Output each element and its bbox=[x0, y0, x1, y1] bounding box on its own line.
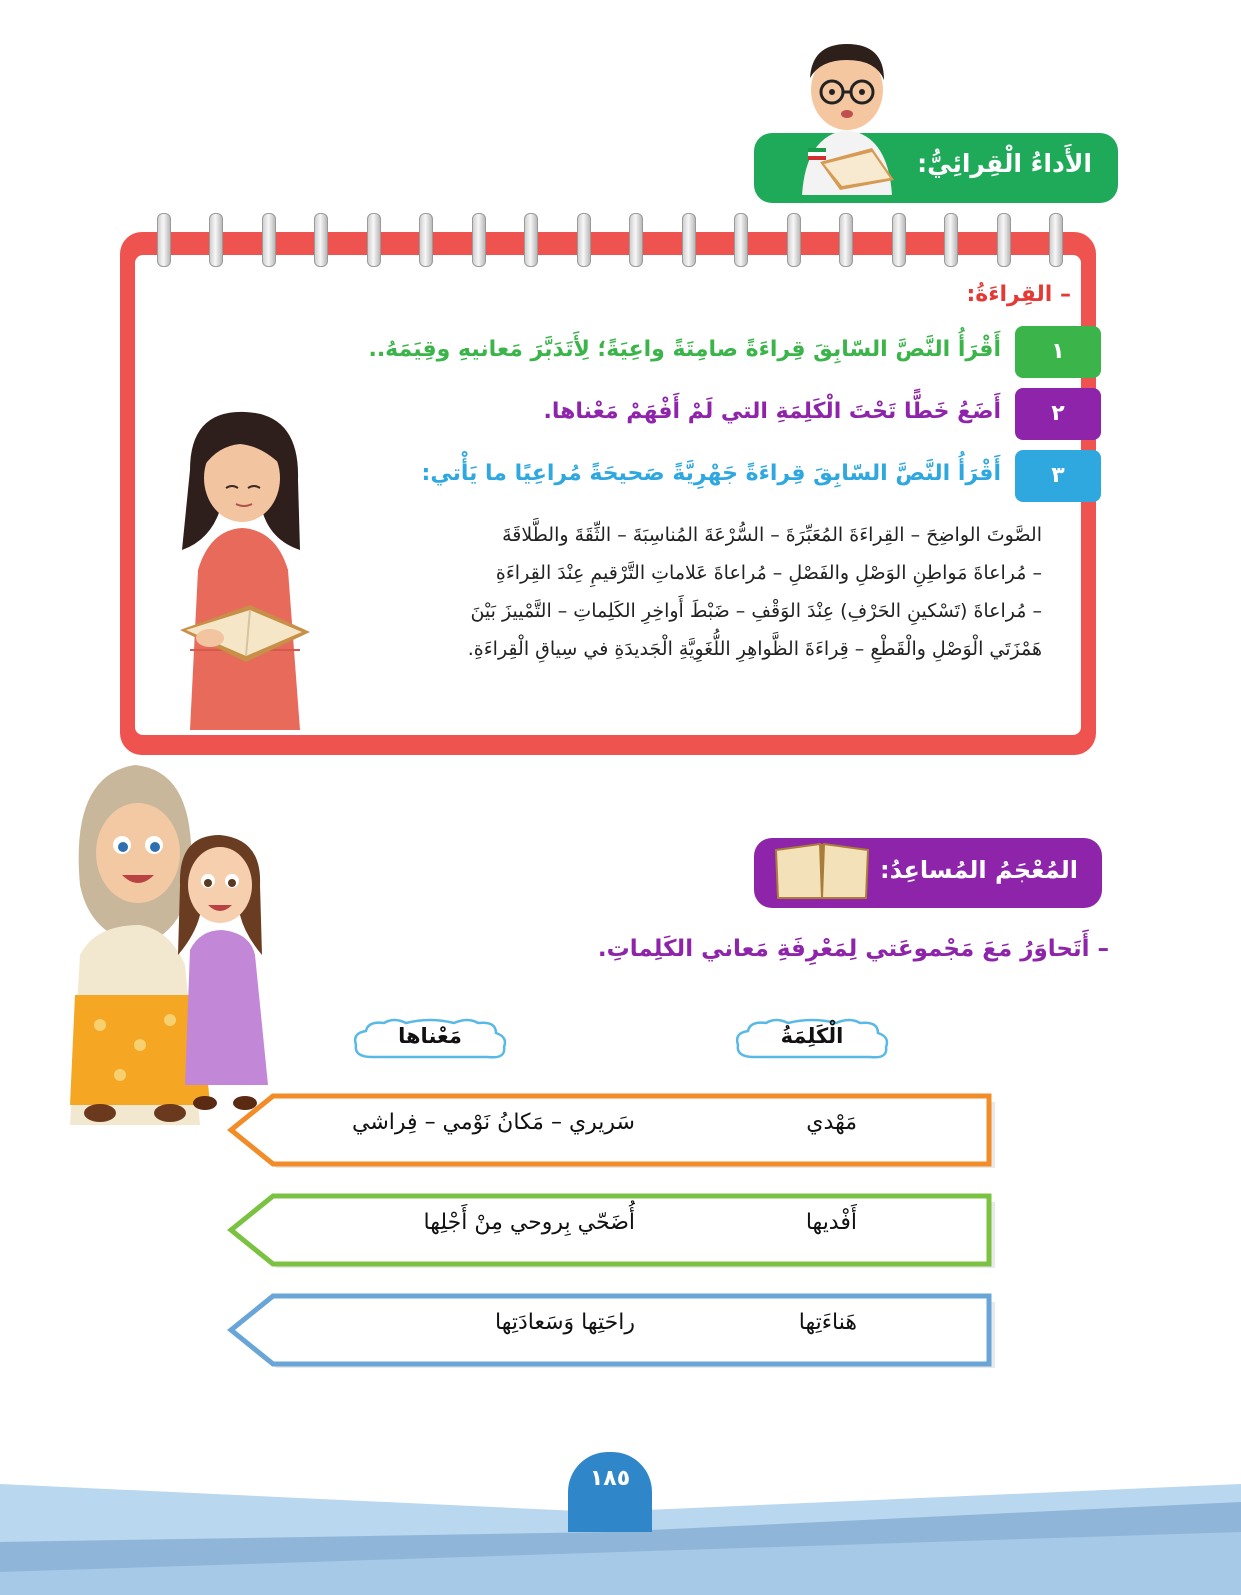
vocab-row bbox=[225, 1192, 995, 1268]
spiral-ring bbox=[472, 213, 486, 267]
section-title: الأَداءُ الْقِرائِيُّ: bbox=[917, 149, 1092, 178]
column-header-word: الْكَلِمَةُ bbox=[780, 1024, 844, 1048]
spiral-ring bbox=[577, 213, 591, 267]
page-number: ١٨٥ bbox=[589, 1466, 631, 1491]
spiral-ring bbox=[682, 213, 696, 267]
spiral-ring bbox=[629, 213, 643, 267]
spiral-ring bbox=[944, 213, 958, 267]
spiral-ring bbox=[892, 213, 906, 267]
spiral-ring bbox=[524, 213, 538, 267]
reading-subtitle: – القِراءَةُ: bbox=[966, 282, 1071, 307]
girl-reading-illustration bbox=[150, 400, 330, 730]
criteria-line: هَمْزَتَي الْوَصْلِ والْقَطْعِ – قِراءَةَ الظَّواهِرِ اللُّغَوِيَّةِ الْجَديدَةِ في سِياقِ الْقِراءَةِ. bbox=[467, 638, 1042, 660]
vocab-meaning: أُضَحّي بِروحي مِنْ أَجْلِها bbox=[423, 1210, 635, 1235]
step-number-badge: ٢ bbox=[1015, 388, 1101, 440]
spiral-ring bbox=[997, 213, 1011, 267]
vocab-meaning: سَريري – مَكانُ نَوْمي – فِراشي bbox=[352, 1110, 635, 1135]
criteria-line: – مُراعاةَ مَواطِنِ الوَصْلِ والفَصْلِ – مُراعاةَ عَلاماتِ التَّرْقيمِ عِنْدَ القِراءَةِ bbox=[495, 562, 1042, 584]
spiral-ring bbox=[314, 213, 328, 267]
vocab-row bbox=[225, 1092, 995, 1168]
spiral-ring bbox=[787, 213, 801, 267]
spiral-ring bbox=[209, 213, 223, 267]
criteria-line: – مُراعاةَ (تَسْكينِ الحَرْفِ) عِنْدَ الوَقْفِ – ضَبْطَ أَواخِرِ الكَلِماتِ – التَّمْييزَ بَيْنَ bbox=[470, 600, 1042, 622]
vocab-word: أَفْديها bbox=[805, 1210, 857, 1235]
vocab-row bbox=[225, 1292, 995, 1368]
spiral-ring bbox=[419, 213, 433, 267]
step-number-badge: ٣ bbox=[1015, 450, 1101, 502]
step-instruction: أَقْرَأُ النَّصَّ السّابِقَ قِراءَةً صامِتَةً واعِيَةً؛ لِأَتَدَبَّرَ مَعانيهِ وقِيَمَهُ.. bbox=[368, 337, 1001, 362]
page-number-badge bbox=[568, 1452, 652, 1532]
open-book-icon bbox=[772, 840, 872, 902]
reading-criteria-paragraph bbox=[330, 516, 1042, 668]
vocab-word: هَناءَتِها bbox=[798, 1310, 857, 1335]
spiral-ring bbox=[262, 213, 276, 267]
vocab-word: مَهْدي bbox=[806, 1110, 857, 1135]
dictionary-instruction: – أَتَحاوَرُ مَعَ مَجْموعَتي لِمَعْرِفَةِ مَعاني الكَلِماتِ. bbox=[597, 936, 1109, 962]
mother-and-daughter-illustration bbox=[50, 735, 285, 1125]
column-header-meaning: مَعْناها bbox=[398, 1024, 462, 1048]
step-number-badge: ١ bbox=[1015, 326, 1101, 378]
section-title: المُعْجَمُ المُساعِدُ: bbox=[880, 856, 1078, 884]
step-instruction: أَقْرَأُ النَّصَّ السّابِقَ قِراءَةً جَهْرِيَّةً صَحيحَةً مُراعِيًا ما يَأْتي: bbox=[421, 461, 1001, 486]
spiral-ring bbox=[1049, 213, 1063, 267]
vocab-meaning: راحَتِها وَسَعادَتِها bbox=[495, 1310, 635, 1335]
spiral-ring bbox=[839, 213, 853, 267]
boy-reading-illustration bbox=[772, 30, 922, 195]
step-instruction: أَضَعُ خَطًّا تَحْتَ الْكَلِمَةِ التي لَمْ أَفْهَمْ مَعْناها. bbox=[543, 399, 1001, 424]
spiral-ring bbox=[157, 213, 171, 267]
criteria-line: الصَّوتَ الواضِحَ – القِراءَةَ المُعَبِّرَةَ – السُّرْعَةَ المُناسِبَةَ – الثِّقَةَ والطَّلاقَةَ bbox=[502, 524, 1042, 546]
spiral-ring bbox=[734, 213, 748, 267]
spiral-ring bbox=[367, 213, 381, 267]
